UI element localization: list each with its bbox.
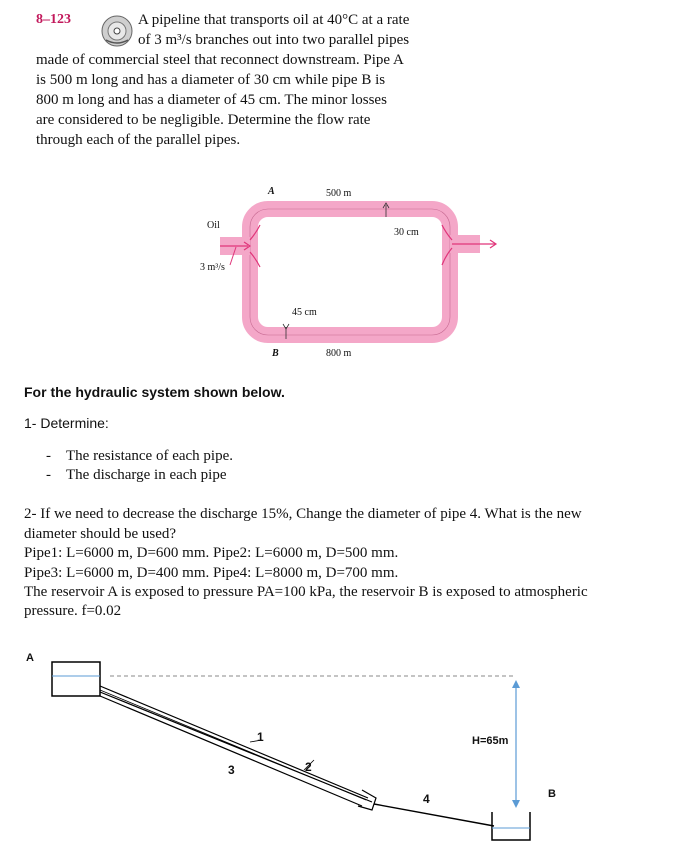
problem-line-7: through each of the parallel pipes. [36,132,241,148]
question-2-line-2: diameter should be used? [24,526,177,542]
cd-icon [100,14,134,48]
parallel-pipes-figure [190,185,510,370]
problem-number: 8–123 [36,12,71,27]
pipe-a-length: 500 m [326,188,352,199]
bullet-resistance: The resistance of each pipe. [66,448,233,464]
question-2-line-1: 2- If we need to decrease the discharge 15%, Change the diameter of pipe 4. What is the new [24,506,582,522]
problem-line-2: of 3 m³/s branches out into two parallel pipes [138,32,410,48]
pipe-3-label: 3 [228,763,235,777]
head-label: H=65m [472,735,509,747]
bullet-discharge: The discharge in each pipe [66,467,227,483]
problem-line-5: 800 m long and has a diameter of 45 cm. The minor losses [36,92,387,108]
reservoir-b [492,812,530,840]
problem-line-3: made of commercial steel that reconnect downstream. Pipe A [36,52,404,68]
reservoir-system-figure [0,650,688,854]
problem-line-6: are considered to be negligible. Determine the flow rate [36,112,371,128]
reservoir-b-label: B [548,788,556,800]
problem-line-4: is 500 m long and has a diameter of 30 cm while pipe B is [36,72,386,88]
pipe-b-diameter: 45 cm [292,307,317,318]
pipe-3-4-specs: Pipe3: L=6000 m, D=400 mm. Pipe4: L=8000 m, D=700 mm. [24,565,399,581]
pipe-1 [100,686,368,798]
reservoir-a-label: A [26,652,34,664]
reservoir-conditions: The reservoir A is exposed to pressure PA=100 kPa, the reservoir B is exposed to atmospheric [24,584,588,600]
pipe-4-label: 4 [423,792,430,806]
fluid-label: Oil [207,220,220,231]
pipe-1-2-specs: Pipe1: L=6000 m, D=600 mm. Pipe2: L=6000 m, D=500 mm. [24,545,399,561]
reservoir-a [52,662,100,696]
problem-line-1: A pipeline that transports oil at 40°C at a rate [138,12,410,28]
question-1-label: 1- Determine: [24,415,109,431]
bullet-dash: - [46,467,51,483]
bullet-dash: - [46,448,51,464]
pipe-3 [100,696,362,806]
pipe-b-length: 800 m [326,348,352,359]
pipe-loop [250,209,450,335]
pipe-b-label: B [272,348,279,359]
pipe-a-diameter: 30 cm [394,227,419,238]
flow-rate-label: 3 m³/s [200,262,225,273]
section-heading: For the hydraulic system shown below. [24,384,285,400]
pipe-a-label: A [268,186,275,197]
pipe-4 [374,804,494,826]
pipe-1-label: 1 [257,730,264,744]
friction-factor: pressure. f=0.02 [24,603,122,619]
pipe-2-label: 2 [305,760,312,774]
